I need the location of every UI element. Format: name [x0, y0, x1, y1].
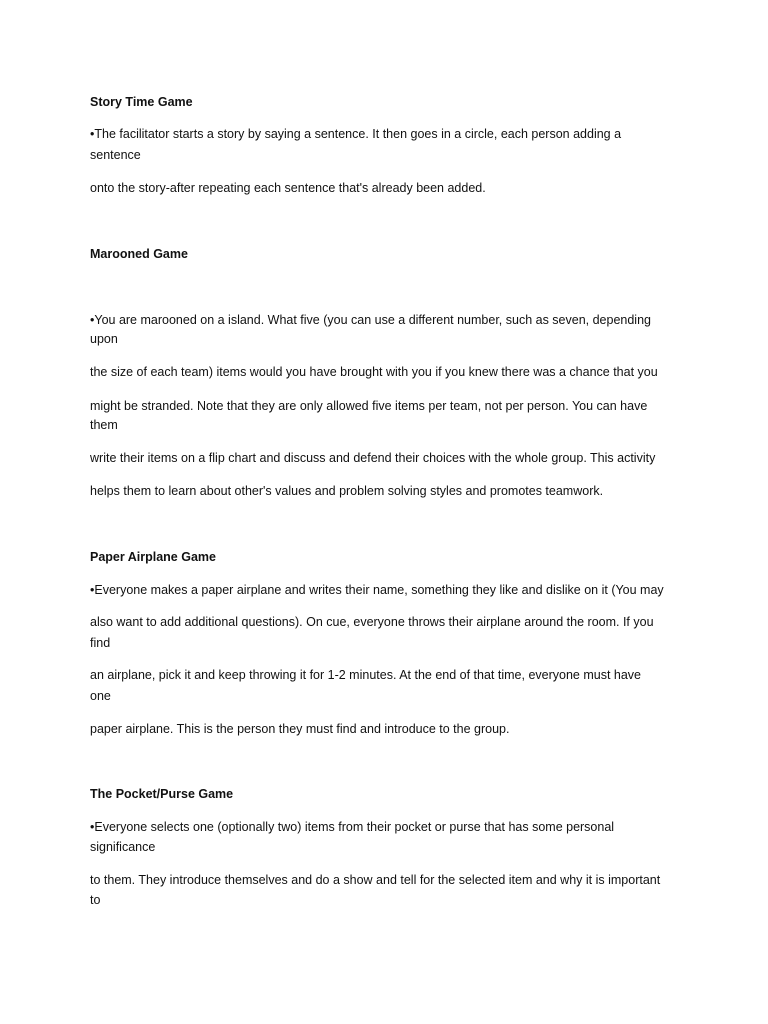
paragraph-line: them: [90, 418, 118, 432]
paragraph-line: to: [90, 893, 101, 907]
section-heading-marooned: Marooned Game: [90, 247, 188, 261]
paragraph-line: helps them to learn about other's values and problem solving styles and promotes teamwork.: [90, 484, 604, 498]
paragraph-line: find: [90, 636, 111, 650]
paragraph-line: might be stranded. Note that they are only allowed five items per team, not per person. You can have: [90, 399, 648, 413]
paragraph-line: •You are marooned on a island. What five (you can use a different number, such as seven, depending: [90, 313, 651, 327]
paragraph-line: sentence: [90, 148, 141, 162]
paragraph-line: also want to add additional questions). On cue, everyone throws their airplane around the room. If you: [90, 615, 654, 629]
paragraph-line: an airplane, pick it and keep throwing it for 1-2 minutes. At the end of that time, everyone must have: [90, 668, 642, 682]
paragraph-line: •The facilitator starts a story by saying a sentence. It then goes in a circle, each person adding a: [90, 127, 622, 141]
paragraph-line: upon: [90, 332, 118, 346]
paragraph-line: •Everyone selects one (optionally two) items from their pocket or purse that has some personal: [90, 820, 615, 834]
section-heading-story-time: Story Time Game: [90, 95, 193, 109]
paragraph-line: write their items on a flip chart and discuss and defend their choices with the whole group. This activity: [90, 451, 656, 465]
paragraph-line: one: [90, 689, 111, 703]
paragraph-line: to them. They introduce themselves and do a show and tell for the selected item and why it is important: [90, 873, 661, 887]
paragraph-line: •Everyone makes a paper airplane and writes their name, something they like and dislike on it (You may: [90, 583, 664, 597]
paragraph-line: the size of each team) items would you have brought with you if you knew there was a chance that you: [90, 365, 658, 379]
section-heading-paper-airplane: Paper Airplane Game: [90, 550, 216, 564]
section-heading-pocket-purse: The Pocket/Purse Game: [90, 787, 234, 801]
paragraph-line: paper airplane. This is the person they must find and introduce to the group.: [90, 722, 510, 736]
paragraph-line: onto the story-after repeating each sentence that's already been added.: [90, 181, 486, 195]
paragraph-line: significance: [90, 840, 156, 854]
